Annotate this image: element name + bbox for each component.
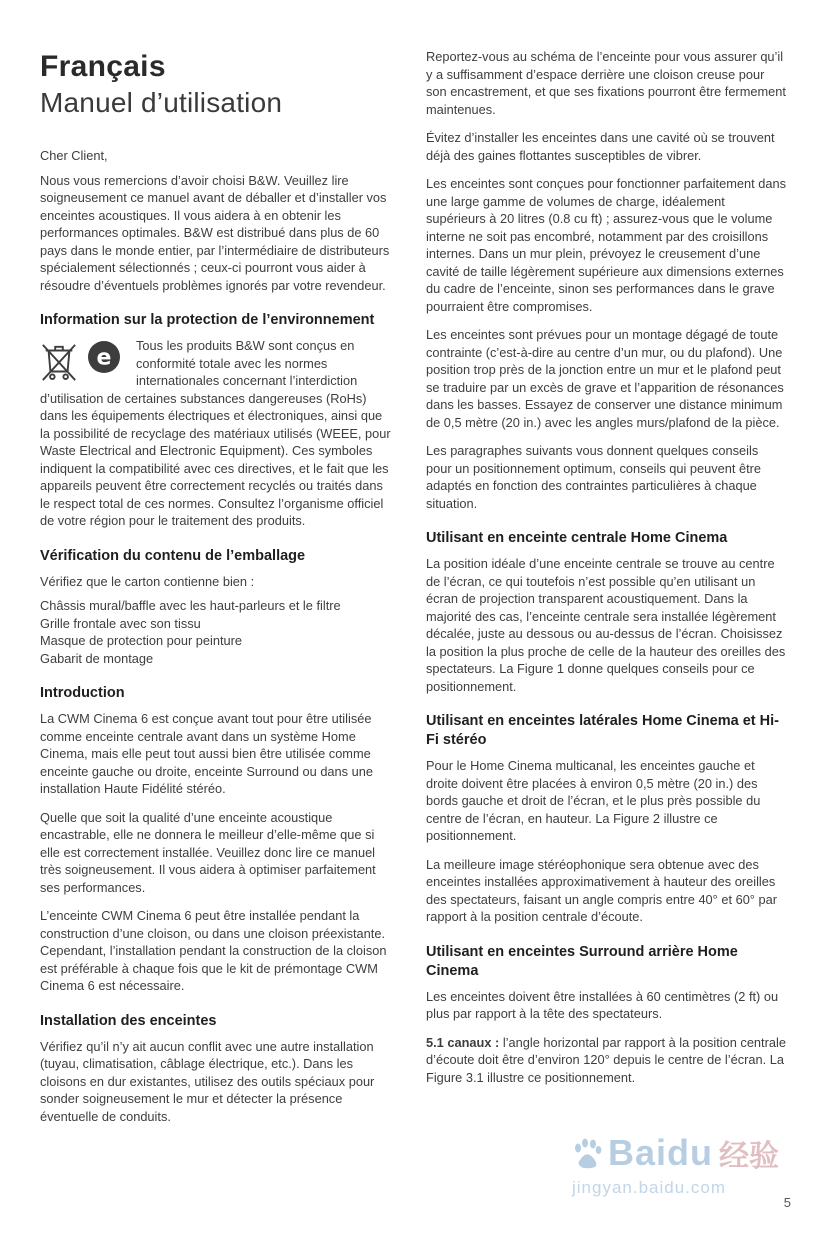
installation-paragraph: Vérifiez qu’il n’y ait aucun conflit avec une autre installation (tuyau, climatisation, câblage électrique, etc.). Dans les cloisons en dur existantes, utilisez des outils spéciaux pour sonder soigneusement le mur et détecter la présence éventuelle de conduits. xyxy=(40,1038,375,1124)
environment-section xyxy=(40,337,392,530)
channels-51-text: l’angle horizontal par rapport à la position centrale d’écoute doit être d’environ 120° depuis le centre de l’écran. La Figure 3.1 illustre ce positionnement. xyxy=(426,1034,786,1085)
page-subtitle: Manuel d’utilisation xyxy=(40,87,283,118)
watermark-brand: Baidu xyxy=(607,1132,713,1173)
page-number: 5 xyxy=(783,1195,791,1210)
watermark-url: jingyan.baidu.com xyxy=(571,1178,727,1197)
surround-speakers-paragraph: Les enceintes doivent être installées à 60 centimètres (2 ft) ou plus par rapport à la tête des spectateurs. xyxy=(426,988,779,1021)
compliance-icons xyxy=(40,339,128,387)
channels-51-paragraph xyxy=(426,1034,787,1087)
introduction-heading: Introduction xyxy=(40,685,125,701)
body-paragraph: Les enceintes sont prévues pour un montage dégagé de toute contrainte (c’est-à-dire au centre d’un mur, ou du plafond). Une position trop près de la jonction entre un mur et le plafond peut se traduire par un excès de grave et l’apparition de résonances dans les basses. Essayez de conserver une distance minimum de 0,5 mètre (20 in.) avec les angles murs/plafond de la pièce. xyxy=(426,327,784,430)
compliance-e-circle-icon xyxy=(86,339,122,375)
introduction-paragraph: Quelle que soit la qualité d’une enceinte acoustique encastrable, elle ne donnera le meilleur d’elle-même que si elle est correctement installée. Veuillez donc lire ce manuel très soigneusement. Il vous aidera à optimiser parfaitement ses performances. xyxy=(40,809,376,895)
body-paragraph: Les enceintes sont conçues pour fonctionner parfaitement dans une large gamme de volumes de charge, idéalement supérieurs à 20 litres (0.8 cu ft) ; assurez-vous que le volume interne ne soit pas encombré, notamment par des croisillons internes. Dans un mur plein, prévoyez le creusement d’une cavité de taille légèrement supérieure aux dimensions externes du cadre de l’enceinte, sinon ses performances dans le grave pourraient être compromises. xyxy=(426,176,786,314)
packaging-heading: Vérification du contenu de l’emballage xyxy=(40,547,306,564)
channels-51-label: 5.1 canaux : xyxy=(426,1034,500,1050)
center-speaker-heading: Utilisant en enceinte centrale Home Cinema xyxy=(426,530,728,546)
packing-list xyxy=(40,597,392,667)
page-title: Français xyxy=(40,50,166,83)
introduction-paragraph: La CWM Cinema 6 est conçue avant tout pour être utilisée comme enceinte centrale avant dans un système Home Cinema, mais elle peut tout aussi bien être utilisée comme enceinte gauche ou droite, enceinte Surround ou dans une installation Haute Fidélité stéréo. xyxy=(40,711,373,796)
body-paragraph: Évitez d’installer les enceintes dans une cavité où se trouvent déjà des gaines flottantes susceptibles de vibrer. xyxy=(426,130,775,163)
packing-list-item: Châssis mural/baffle avec les haut-parleurs et le filtre xyxy=(40,598,341,613)
packing-list-item: Masque de protection pour peinture xyxy=(40,633,243,648)
watermark-logo-row xyxy=(572,1131,779,1175)
surround-speakers-heading: Utilisant en enceintes Surround arrière Home Cinema xyxy=(426,943,738,979)
environment-heading: Information sur la protection de l’environnement xyxy=(40,312,375,328)
packing-list-item: Grille frontale avec son tissu xyxy=(40,615,201,631)
environment-paragraph: Tous les produits B&W sont conçus en conformité totale avec les normes internationales concernant l’interdiction d’utilisation de certaines substances dangereuses (RoHs) dans les équipements électriques et électroniques, ainsi que la possibilité de recyclage des matériaux utilisés (WEEE, pour Waste Electrical and Electronic Equipment). Ces symboles indiquent la compatibilité avec ces directives, et le fait que les appareils peuvent être correctement recyclés ou traités dans le respect total de ces normes. Consultez l’organisme officiel de votre région pour le traitement des produits. xyxy=(40,338,391,528)
side-speakers-paragraph: La meilleure image stéréophonique sera obtenue avec des enceintes installées approximativement à hauteur des oreilles des spectateurs, faisant un angle compris entre 40° et 60° par rapport à la position centrale d’écoute. xyxy=(426,856,777,924)
svg-text:e: e xyxy=(96,345,112,371)
installation-heading: Installation des enceintes xyxy=(40,1012,217,1029)
packaging-intro: Vérifiez que le carton contienne bien : xyxy=(40,573,255,589)
right-column xyxy=(426,48,787,1136)
body-paragraph: Les paragraphes suivants vous donnent quelques conseils pour un positionnement optimum, conseils qui peuvent être adaptés en fonction des contraintes particulières à chaque situation. xyxy=(426,443,762,511)
greeting-text: Cher Client, xyxy=(40,148,108,163)
baidu-watermark xyxy=(572,1131,779,1198)
left-column xyxy=(40,48,392,1136)
thanks-paragraph: Nous vous remercions d’avoir choisi B&W. Veuillez lire soigneusement ce manuel avant de déballer et d’installer vos enceintes acoustiques. Il vous aidera à en obtenir les performances optimales. B&W est distribué dans plus de 60 pays dans le monde entier, par l’intermédiaire de distributeurs spécialement sélectionnés ; ceux-ci pourront vous aider à résoudre d’éventuels problèmes ignorés par votre revendeur. xyxy=(40,172,390,293)
weee-crossed-bin-icon xyxy=(40,339,78,385)
watermark-brand-cn: 经验 xyxy=(719,1140,779,1173)
body-paragraph: Reportez-vous au schéma de l’enceinte pour vous assurer qu’il y a suffisamment d’espace derrière une cloison creuse pour son encastrement, et que ses fixations pourront être fermement maintenues. xyxy=(426,49,786,117)
center-speaker-paragraph: La position idéale d’une enceinte centrale se trouve au centre de l’écran, ce qui toutefois n’est possible qu’en utilisant un écran de projection transparent acoustiquement. Dans la majorité des cas, l’enceinte centrale sera installée légèrement décalée, juste au dessous ou au-dessus de l’écran. Choisissez la position la plus proche de celle de la hauteur des oreilles des spectateurs. La Figure 1 donne quelques conseils pour ce positionnement. xyxy=(426,556,786,694)
side-speakers-heading: Utilisant en enceintes latérales Home Cinema et Hi-Fi stéréo xyxy=(426,713,779,748)
packing-list-item: Gabarit de montage xyxy=(40,650,154,666)
baidu-paw-icon xyxy=(572,1137,602,1169)
side-speakers-paragraph: Pour le Home Cinema multicanal, les enceintes gauche et droite doivent être placées à environ 0,5 mètre (20 in.) des bords gauche et droit de l’écran, et le plus près possible du centre de l’écran, en hauteur. La Figure 2 illustre ce positionnement. xyxy=(426,758,761,843)
introduction-paragraph: L’enceinte CWM Cinema 6 peut être installée pendant la construction d’une cloison, ou dans une cloison préexistante. Cependant, l’installation pendant la construction de la cloison est préférable à chaque fois que le kit de prémontage CWM Cinema 6 est nécessaire. xyxy=(40,908,387,993)
